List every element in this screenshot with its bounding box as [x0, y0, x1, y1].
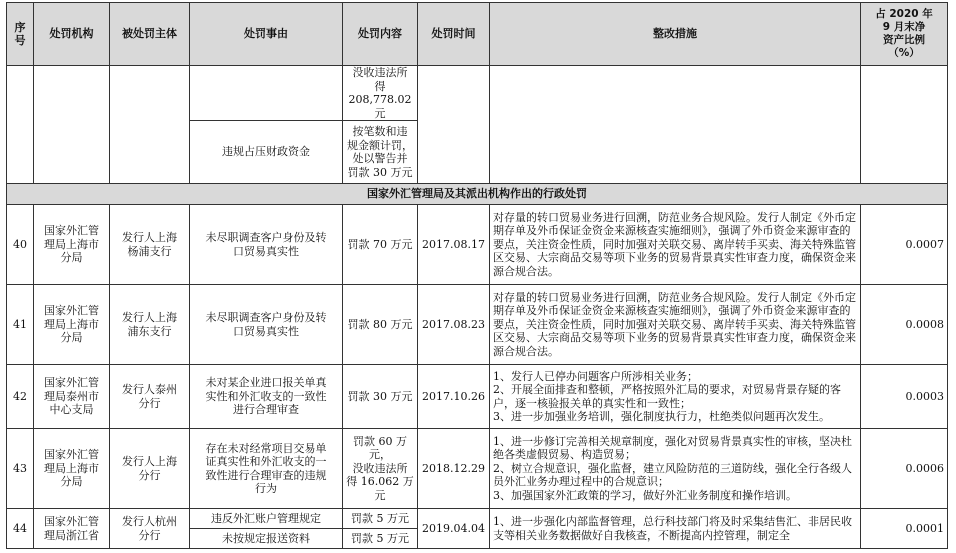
table-row	[7, 509, 948, 529]
row-subject: 发行人上海 杨浦支行	[110, 205, 190, 285]
header-ratio: 占 2020 年 9 月末净 资产比例 （%）	[861, 3, 948, 66]
prev-no-cell	[7, 66, 34, 184]
row-matter: 未尽职调查客户身份及转 口贸易真实性	[190, 205, 343, 285]
table-row	[7, 205, 948, 285]
row-time: 2017.08.23	[418, 285, 490, 365]
row-time: 2017.08.17	[418, 205, 490, 285]
row-rectify: 对存量的转口贸易业务进行回溯，防范业务合规风险。发行人制定《外币定期存单及外币保证金资金来源核查实施细则》，强调了外币资金来源审查的要点，关注资金性质，同时加强对关联交易、离岸转手买卖、海关特殊监管区交易、大宗商品交易等项下业务的贸易背景真实性审查力度，确保资金来源合规合法。	[490, 285, 861, 365]
row-content: 罚款 60 万元， 没收违法所 得 16.062 万 元	[343, 429, 418, 509]
row-no: 44	[7, 509, 34, 549]
prev-matter-cell-2: 违规占压财政资金	[190, 121, 343, 184]
row-time: 2019.04.04	[418, 509, 490, 549]
row-agency: 国家外汇管 理局上海市 分局	[34, 429, 110, 509]
row-rectify: 1、发行人已停办问题客户所涉相关业务； 2、开展全面排查和整顿，严格按照外汇局的要求，对贸易背景存疑的客户，逐一核验报关单的真实性和一致性； 3、进一步加强业务培训，强化制度执行力，杜绝类似问题再次发生。	[490, 365, 861, 429]
header-rectify: 整改措施	[490, 3, 861, 66]
prev-content-cell-2: 按笔数和违 规金额计罚， 处以警告并 罚款 30 万元	[343, 121, 418, 184]
row-rectify: 对存量的转口贸易业务进行回溯，防范业务合规风险。发行人制定《外币定期存单及外币保证金资金来源核查实施细则》，强调了外币资金来源审查的要点，关注资金性质，同时加强对关联交易、离岸转手买卖、海关特殊监管区交易、大宗商品交易等项下业务的贸易背景真实性审查力度，确保资金来源合规合法。	[490, 205, 861, 285]
header-time: 处罚时间	[418, 3, 490, 66]
row-matter: 未对某企业进口报关单真 实性和外汇收支的一致性 进行合理审查	[190, 365, 343, 429]
header-subject: 被处罚主体	[110, 3, 190, 66]
row-agency: 国家外汇管 理局上海市 分局	[34, 285, 110, 365]
row-no: 40	[7, 205, 34, 285]
row-subject: 发行人上海 浦东支行	[110, 285, 190, 365]
row-ratio: 0.0001	[861, 509, 948, 549]
row-content: 罚款 70 万元	[343, 205, 418, 285]
row-ratio: 0.0008	[861, 285, 948, 365]
row-content-2: 罚款 5 万元	[343, 529, 418, 549]
row-content: 罚款 80 万元	[343, 285, 418, 365]
table-row	[7, 66, 948, 121]
row-matter-2: 未按规定报送资料	[190, 529, 343, 549]
row-agency: 国家外汇管 理局上海市 分局	[34, 205, 110, 285]
row-no: 42	[7, 365, 34, 429]
row-ratio: 0.0006	[861, 429, 948, 509]
header-agency: 处罚机构	[34, 3, 110, 66]
row-rectify: 1、进一步强化内部监督管理，总行科技部门将及时采集结售汇、非居民收支等相关业务数据做好自我核查，不断提高内控管理，制定全	[490, 509, 861, 549]
header-content: 处罚内容	[343, 3, 418, 66]
header-matter: 处罚事由	[190, 3, 343, 66]
table-row	[7, 429, 948, 509]
row-no: 41	[7, 285, 34, 365]
row-subject: 发行人泰州 分行	[110, 365, 190, 429]
row-matter: 存在未对经常项目交易单 证真实性和外汇收支的一 致性进行合理审查的违规 行为	[190, 429, 343, 509]
table-row	[7, 285, 948, 365]
row-content: 罚款 5 万元	[343, 509, 418, 529]
row-subject: 发行人杭州 分行	[110, 509, 190, 549]
table-row	[7, 365, 948, 429]
row-matter: 未尽职调查客户身份及转 口贸易真实性	[190, 285, 343, 365]
row-no: 43	[7, 429, 34, 509]
row-time: 2018.12.29	[418, 429, 490, 509]
row-ratio: 0.0007	[861, 205, 948, 285]
row-agency: 国家外汇管 理局浙江省	[34, 509, 110, 549]
row-agency: 国家外汇管 理局泰州市 中心支局	[34, 365, 110, 429]
prev-matter-cell	[190, 66, 343, 121]
penalty-table	[6, 2, 948, 549]
row-content: 罚款 30 万元	[343, 365, 418, 429]
section-row	[7, 184, 948, 205]
section-title: 国家外汇管理局及其派出机构作出的行政处罚	[7, 184, 948, 205]
table-header-row	[7, 3, 948, 66]
prev-agency-cell	[34, 66, 110, 184]
row-matter: 违反外汇账户管理规定	[190, 509, 343, 529]
prev-subject-cell	[110, 66, 190, 184]
prev-time-cell	[418, 66, 490, 184]
row-time: 2017.10.26	[418, 365, 490, 429]
header-no: 序 号	[7, 3, 34, 66]
prev-rectify-cell	[490, 66, 861, 184]
row-ratio: 0.0003	[861, 365, 948, 429]
row-rectify: 1、进一步修订完善相关规章制度，强化对贸易背景真实性的审核，坚决杜绝各类虚假贸易、构造贸易； 2、树立合规意识，强化监督，建立风险防范的三道防线，强化全行各级人员外汇业务办理过程中的合规意识； 3、加强国家外汇政策的学习，做好外汇业务制度和操作培训。	[490, 429, 861, 509]
row-subject: 发行人上海 分行	[110, 429, 190, 509]
prev-content-cell: 没收违法所 得 208,778.02 元	[343, 66, 418, 121]
prev-ratio-cell	[861, 66, 948, 184]
